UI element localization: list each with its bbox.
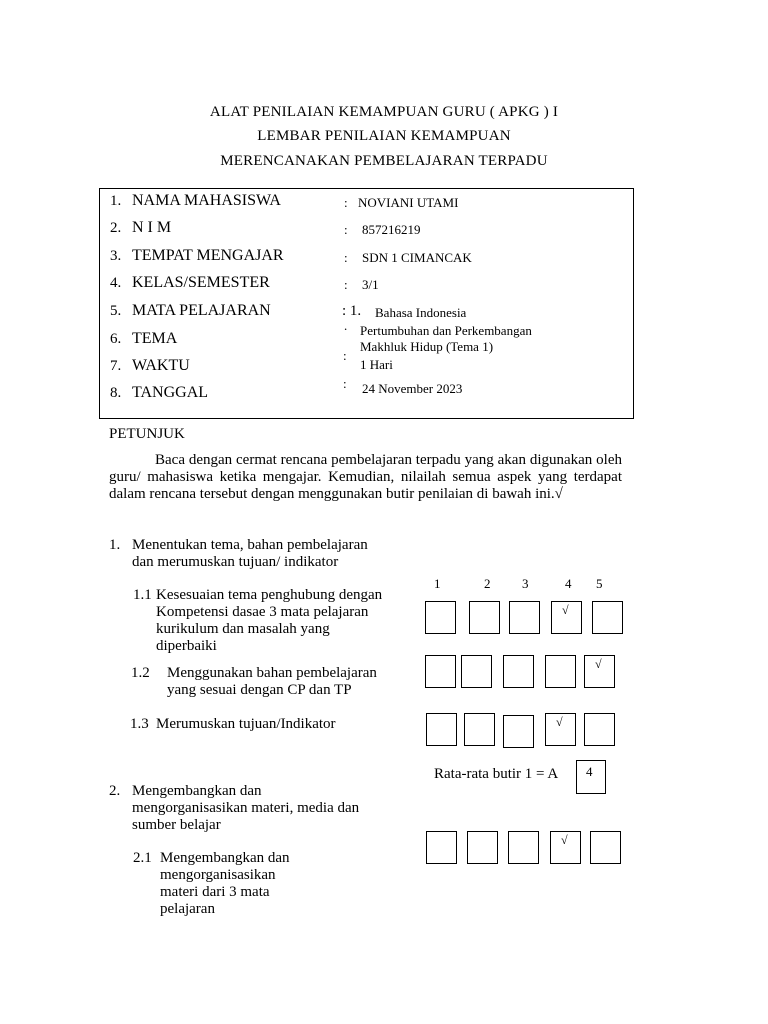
time-value: 1 Hari: [360, 357, 393, 372]
average-label: Rata-rata butir 1 = A: [434, 766, 559, 782]
item-text-line: Merumuskan tujuan/Indikator: [156, 716, 336, 732]
average-box: [576, 760, 606, 794]
rating-checkbox[interactable]: [545, 655, 576, 688]
date-value: 24 November 2023: [362, 381, 463, 396]
theme-value-line1: Pertumbuhan dan Perkembangan: [360, 323, 532, 338]
average-value: 4: [586, 764, 593, 779]
school-value: SDN 1 CIMANCAK: [362, 250, 472, 265]
instructions-text: Baca dengan cermat rencana pembelajaran terpadu yang akan digunakan oleh guru/ mahasiswa ketika mengajar. Kemudian, nilailah semua aspek yang terdapat dalam rencana tersebut dengan menggunakan butir penilaian di bawah ini.√: [109, 452, 622, 502]
check-mark-icon: √: [562, 603, 569, 617]
section-number: 1.: [109, 537, 121, 553]
rating-checkbox[interactable]: [584, 655, 615, 688]
item-text-line: materi dari 3 mata: [160, 884, 270, 900]
rating-checkbox[interactable]: [592, 601, 623, 634]
field-separator: .: [344, 318, 348, 333]
row-number: 2.: [110, 220, 122, 236]
rating-checkbox[interactable]: [509, 601, 540, 634]
doc-title: ALAT PENILAIAN KEMAMPUAN GURU ( APKG ) I: [209, 104, 559, 120]
scale-label: 2: [484, 576, 491, 591]
row-number: 1.: [110, 193, 122, 209]
section-number: 2.: [109, 783, 121, 799]
field-separator: :: [344, 195, 348, 210]
rating-checkbox[interactable]: [426, 831, 457, 864]
field-label: KELAS/SEMESTER: [132, 274, 270, 291]
doc-subtitle-1: LEMBAR PENILAIAN KEMAMPUAN: [257, 128, 511, 144]
theme-value-line2: Makhluk Hidup (Tema 1): [360, 339, 494, 354]
row-number: 3.: [110, 248, 122, 264]
field-separator: :: [344, 277, 348, 292]
doc-subtitle-2: MERENCANAKAN PEMBELAJARAN TERPADU: [220, 153, 548, 169]
item-text-line: Kesesuaian tema penghubung dengan: [156, 587, 383, 603]
rating-checkbox[interactable]: [425, 655, 456, 688]
field-separator: :: [343, 348, 347, 363]
item-number: 2.1: [133, 850, 152, 866]
rating-checkbox[interactable]: [426, 713, 457, 746]
field-label: N I M: [132, 219, 172, 236]
student-name-value: NOVIANI UTAMI: [358, 195, 459, 210]
rating-checkbox[interactable]: [584, 713, 615, 746]
rating-checkbox[interactable]: [469, 601, 500, 634]
field-label: MATA PELAJARAN: [132, 302, 271, 319]
field-label: NAMA MAHASISWA: [132, 192, 281, 209]
rating-checkbox[interactable]: [464, 713, 495, 746]
rating-checkbox[interactable]: [503, 655, 534, 688]
item-text-line: diperbaiki: [156, 638, 217, 654]
item-number: 1.2: [131, 665, 150, 681]
field-label: TEMA: [132, 330, 178, 347]
scale-label: 1: [434, 576, 441, 591]
item-number: 1.3: [130, 716, 149, 732]
section-title-line: dan merumuskan tujuan/ indikator: [132, 554, 339, 570]
field-separator: :: [344, 222, 348, 237]
scale-label: 4: [565, 576, 572, 591]
item-text-line: pelajaran: [160, 901, 215, 917]
field-label: TANGGAL: [132, 384, 209, 401]
rating-checkbox[interactable]: [550, 831, 581, 864]
class-value: 3/1: [362, 277, 379, 292]
row-number: 5.: [110, 303, 122, 319]
row-number: 7.: [110, 358, 122, 374]
rating-checkbox[interactable]: [461, 655, 492, 688]
field-separator: :: [344, 250, 348, 265]
item-text-line: Kompetensi dasae 3 mata pelajaran: [156, 604, 369, 620]
section-title-line: sumber belajar: [132, 817, 221, 833]
scale-label: 3: [522, 576, 529, 591]
rating-checkbox[interactable]: [545, 713, 576, 746]
row-number: 6.: [110, 331, 122, 347]
section-title-line: mengorganisasikan materi, media dan: [132, 800, 360, 816]
check-mark-icon: √: [561, 833, 568, 847]
field-label: WAKTU: [132, 357, 190, 374]
item-number: 1.1: [133, 587, 152, 603]
rating-checkbox[interactable]: [508, 831, 539, 864]
row-number: 8.: [110, 385, 122, 401]
field-label: TEMPAT MENGAJAR: [132, 247, 284, 264]
instructions-heading: PETUNJUK: [109, 426, 185, 442]
item-text-line: kurikulum dan masalah yang: [156, 621, 330, 637]
check-mark-icon: √: [595, 657, 602, 671]
item-text-line: Mengembangkan dan: [160, 850, 290, 866]
rating-checkbox[interactable]: [503, 715, 534, 748]
item-text-line: mengorganisasikan: [160, 867, 276, 883]
instructions-text-block: [109, 452, 622, 503]
check-mark-icon: √: [556, 715, 563, 729]
rating-checkbox[interactable]: [425, 601, 456, 634]
scale-label: 5: [596, 576, 603, 591]
rating-checkbox[interactable]: [551, 601, 582, 634]
subject-value: Bahasa Indonesia: [375, 305, 467, 320]
field-separator: : 1.: [342, 303, 362, 319]
rating-checkbox[interactable]: [590, 831, 621, 864]
field-separator: :: [343, 376, 347, 391]
section-title-line: Menentukan tema, bahan pembelajaran: [132, 537, 368, 553]
item-text-line: yang sesuai dengan CP dan TP: [167, 682, 352, 698]
nim-value: 857216219: [362, 222, 421, 237]
rating-checkbox[interactable]: [467, 831, 498, 864]
item-text-line: Menggunakan bahan pembelajaran: [167, 665, 377, 681]
row-number: 4.: [110, 275, 122, 291]
section-title-line: Mengembangkan dan: [132, 783, 262, 799]
